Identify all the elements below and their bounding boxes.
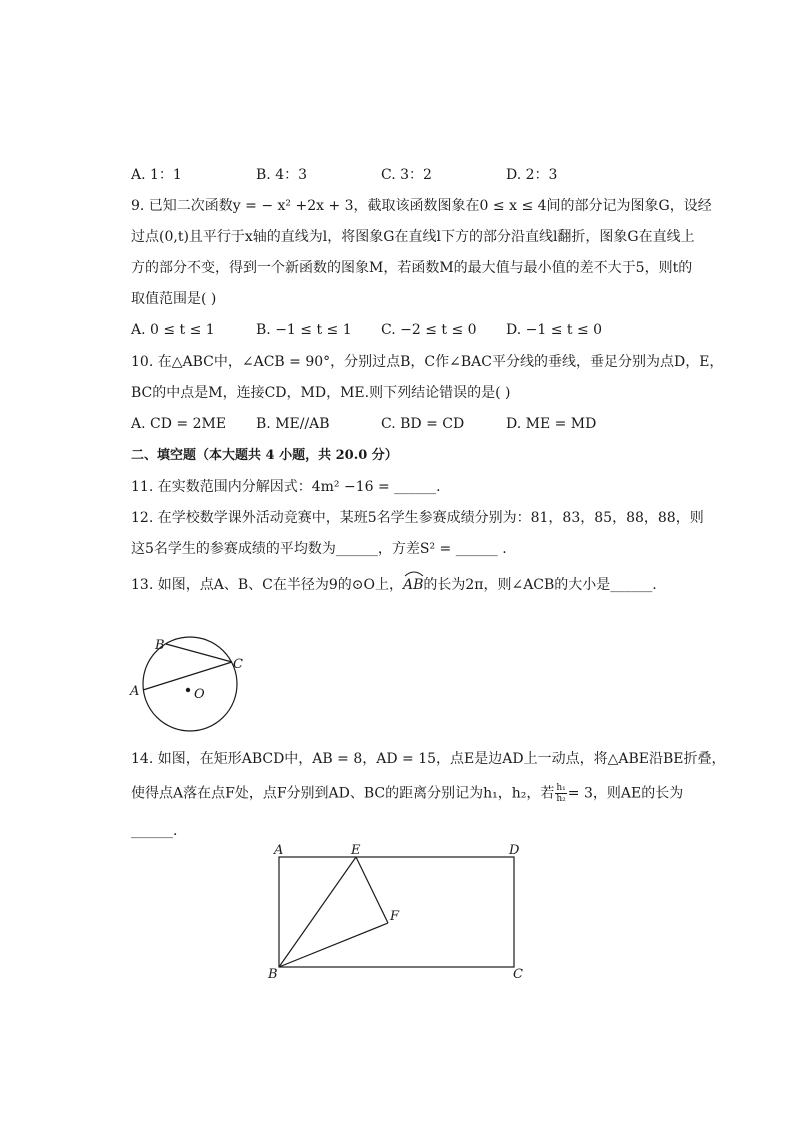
label-f: F: [390, 909, 400, 924]
label-e: E: [351, 843, 361, 858]
q13-prefix: 13. 如图，点A、B、C在半径为9的⊙O上，: [131, 577, 403, 593]
segment-be: [279, 857, 356, 967]
label-a: A: [274, 843, 284, 858]
q14-frac-den: h₂: [556, 794, 566, 804]
q10-option-d: D. ME = MD: [506, 416, 597, 432]
q10-line-2: BC的中点是M，连接CD，MD，ME.则下列结论错误的是( ): [131, 385, 511, 401]
q13-suffix: 的长为2π，则∠ACB的大小是______.: [423, 577, 657, 593]
q14-line-2-suffix: = 3，则AE的长为: [567, 785, 684, 802]
label-c: C: [233, 657, 243, 672]
q9-line-3: 方的部分不变，得到一个新函数的图象M，若函数M的最大值与最小值的差不大于5，则t的: [131, 260, 693, 276]
q10-option-b: B. ME//AB: [256, 416, 330, 432]
label-d: D: [509, 843, 520, 858]
q13-arc-label: AB: [402, 577, 424, 593]
chord-bc: [166, 644, 232, 662]
label-b: B: [268, 967, 278, 982]
label-b: B: [155, 638, 165, 653]
q12-line-1: 12. 在学校数学课外活动竞赛中，某班5名学生参赛成绩分别为：81，83，85，88，88，则: [131, 510, 704, 526]
q14-line-2-prefix: 使得点A落在点F处，点F分别到AD、BC的距离分别记为h₁，h₂，若: [131, 785, 555, 802]
q9-line-2: 过点(0,t)且平行于x轴的直线为l，将图象G在直线l下方的部分沿直线l翻折，图象G在直线上: [131, 229, 695, 245]
q8-option-a: A. 1：1: [131, 167, 182, 183]
chord-ac: [143, 662, 232, 690]
q14-frac-num: h₁: [556, 783, 566, 793]
q10-option-a: A. CD = 2ME: [131, 416, 227, 432]
q8-option-d: D. 2：3: [506, 167, 558, 183]
segment-ef: [356, 857, 388, 923]
q13-arc-notation: [403, 575, 423, 595]
q13-circle-figure: [120, 628, 260, 748]
q14-fraction: [555, 783, 566, 804]
section-heading-fill-blank: 二、填空题（本大题共 4 小题，共 20.0 分）: [131, 448, 398, 463]
q9-option-d: D. −1 ≤ t ≤ 0: [506, 322, 603, 338]
q14-rectangle-figure: [262, 840, 532, 985]
q11-line: 11. 在实数范围内分解因式：4m² −16 = ______.: [131, 479, 441, 495]
q14-line-2: [131, 783, 683, 804]
label-o: O: [194, 687, 205, 702]
q8-option-c: C. 3：2: [381, 167, 432, 183]
q9-line-1: 9. 已知二次函数y = − x² +2x + 3，截取该函数图象在0 ≤ x ≤ 4间的部分记为图象G，设经: [131, 198, 712, 214]
q14-line-1: 14. 如图，在矩形ABCD中，AB = 8，AD = 15，点E是边AD上一动点，将△ABE沿BE折叠，: [131, 751, 726, 767]
q12-line-2: 这5名学生的参赛成绩的平均数为______，方差S² = ______ .: [131, 541, 507, 557]
q9-option-b: B. −1 ≤ t ≤ 1: [256, 322, 352, 338]
q10-line-1: 10. 在△ABC中，∠ACB = 90°，分别过点B，C作∠BAC平分线的垂线，垂足分别为点D，E，: [131, 354, 724, 370]
label-a: A: [130, 684, 140, 699]
q8-option-b: B. 4：3: [256, 167, 308, 183]
segment-bf: [279, 923, 388, 967]
q10-option-c: C. BD = CD: [381, 416, 465, 432]
arc-mark-icon: [403, 570, 425, 577]
q9-option-c: C. −2 ≤ t ≤ 0: [381, 322, 477, 338]
q14-line-3: ______.: [131, 823, 178, 839]
q9-line-4: 取值范围是( ): [131, 291, 217, 307]
q13-line: [131, 575, 657, 595]
center-point-o: [186, 688, 190, 692]
q9-option-a: A. 0 ≤ t ≤ 1: [131, 322, 215, 338]
label-c: C: [513, 967, 523, 982]
